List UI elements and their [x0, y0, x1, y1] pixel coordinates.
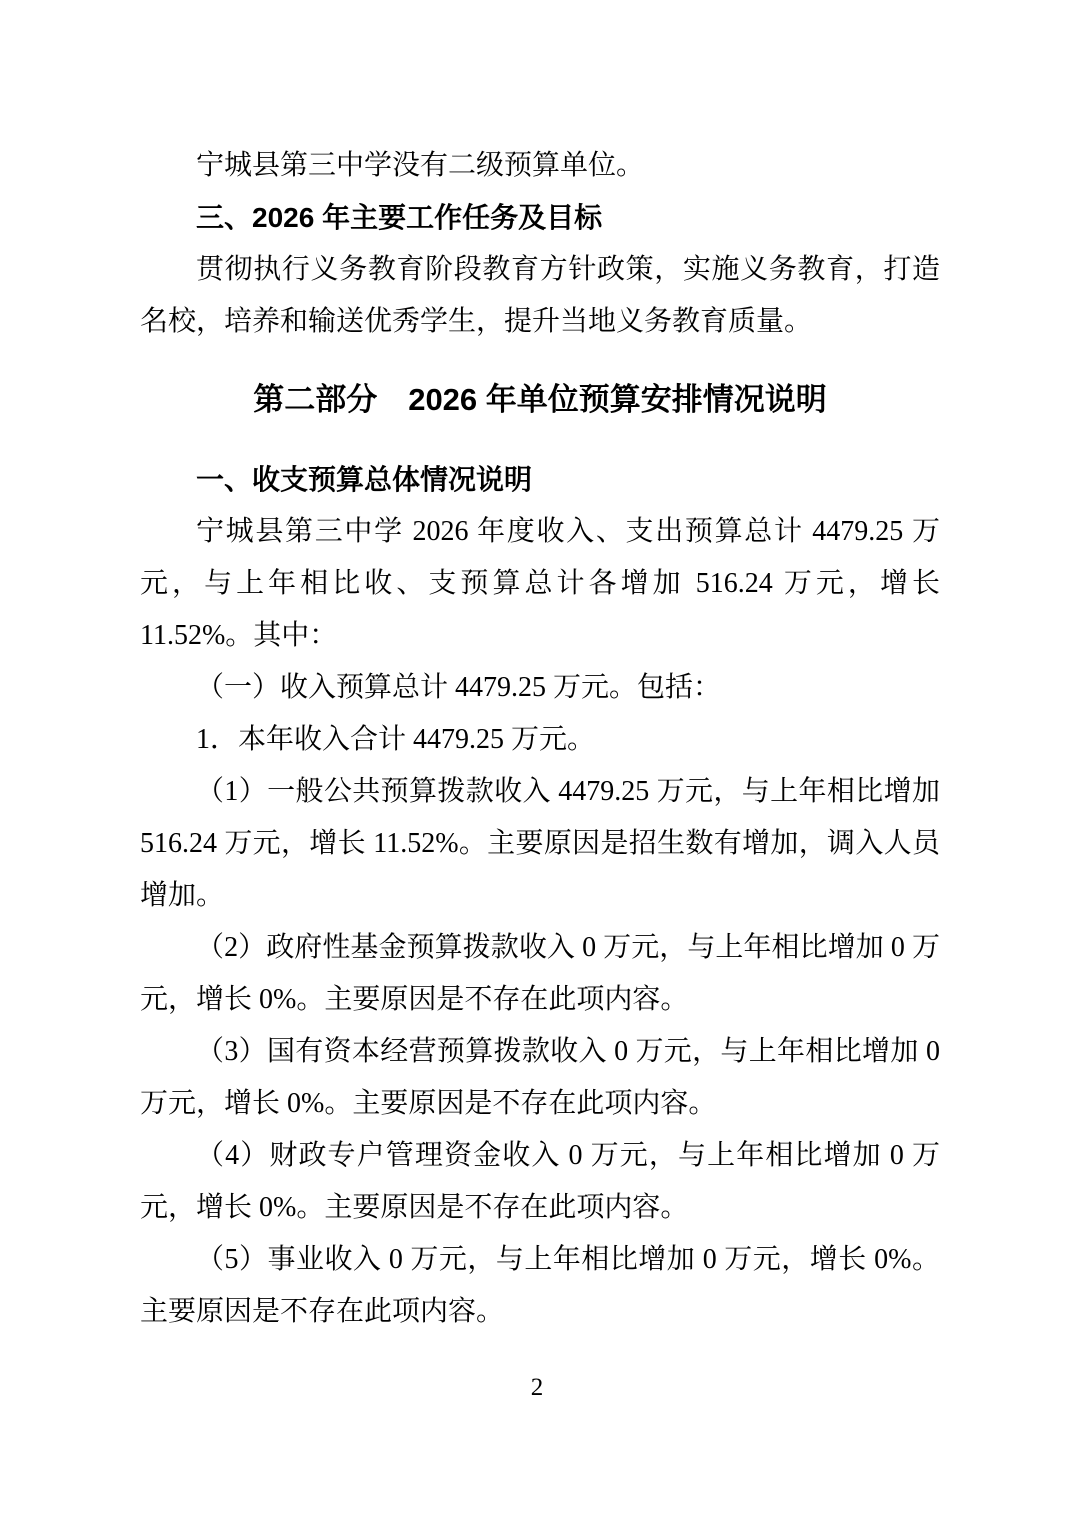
section-heading-budget-overview: 一、收支预算总体情况说明 [196, 464, 533, 495]
part2-heading: 第二部分 2026 年单位预算安排情况说明 [253, 382, 827, 417]
section-heading-tasks: 三、2026 年主要工作任务及目标 [196, 202, 603, 233]
para-tasks: 贯彻执行义务教育阶段教育方针政策，实施义务教育，打造名校，培养和输送优秀学生，提升当地义务教育质量。 [140, 254, 940, 337]
para-budget-overview: 宁城县第三中学 2026 年度收入、支出预算总计 4479.25 万元，与上年相比收、支预算总计各增加 516.24 万元，增长 11.52%。其中： [140, 516, 940, 651]
para-income-current-year: 1．本年收入合计 4479.25 万元。 [196, 724, 596, 755]
page-number: 2 [530, 1374, 544, 1401]
para-no-subordinate-units: 宁城县第三中学没有二级预算单位。 [196, 150, 645, 181]
para-income-total: （一）收入预算总计 4479.25 万元。包括： [196, 672, 722, 703]
para-income-item-5: （5）事业收入 0 万元，与上年相比增加 0 万元，增长 0%。主要原因是不存在此项内容。 [140, 1244, 940, 1327]
para-income-item-4: （4）财政专户管理资金收入 0 万元，与上年相比增加 0 万元，增长 0%。主要原因是不存在此项内容。 [140, 1140, 940, 1223]
para-income-item-1: （1）一般公共预算拨款收入 4479.25 万元，与上年相比增加 516.24 万元，增长 11.52%。主要原因是招生数有增加，调入人员增加。 [140, 776, 940, 911]
para-income-item-2: （2）政府性基金预算拨款收入 0 万元，与上年相比增加 0 万元，增长 0%。主要原因是不存在此项内容。 [140, 932, 940, 1015]
para-income-item-3: （3）国有资本经营预算拨款收入 0 万元，与上年相比增加 0 万元，增长 0%。主要原因是不存在此项内容。 [140, 1036, 940, 1119]
